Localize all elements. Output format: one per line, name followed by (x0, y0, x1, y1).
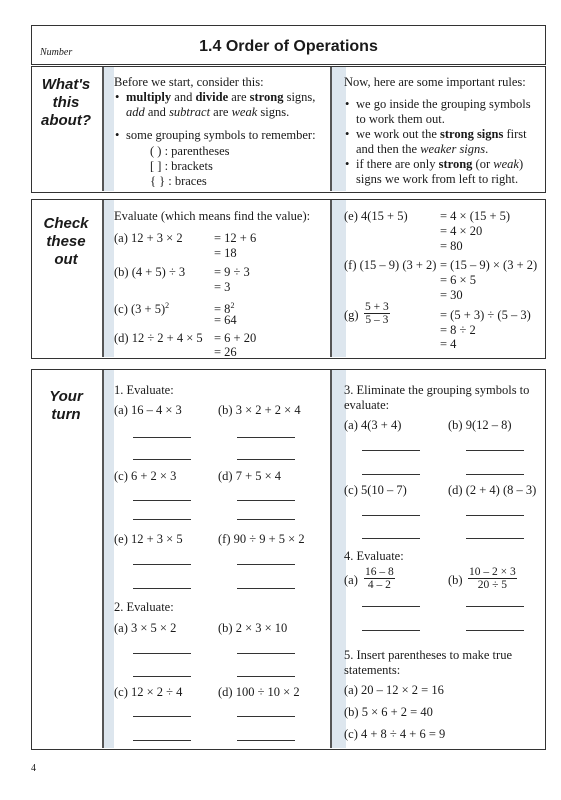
q5c: (c) 4 + 8 ÷ 4 + 6 = 9 (344, 727, 446, 741)
q1b: (b) 3 × 2 + 2 × 4 (218, 403, 301, 417)
answer-line[interactable] (237, 716, 295, 717)
rules-intro: Now, here are some important rules: (344, 75, 526, 89)
grouping-braces: { } : braces (150, 174, 207, 188)
grouping-brackets: [ ] : brackets (150, 159, 213, 173)
about-intro: Before we start, consider this: (114, 75, 264, 89)
answer-line[interactable] (362, 450, 420, 451)
q5a: (a) 20 – 12 × 2 = 16 (344, 683, 444, 697)
header-bar (31, 25, 546, 65)
answer-line[interactable] (362, 606, 420, 607)
q4a-fraction: $\frac{16 - 8}{4 - 2}$ (365, 566, 394, 591)
q2a: (a) 3 × 5 × 2 (114, 621, 177, 635)
answer-line[interactable] (133, 459, 191, 460)
check-section (31, 199, 546, 359)
answer-line[interactable] (133, 716, 191, 717)
answer-line[interactable] (133, 740, 191, 741)
check-c-question: (c) $(3 + 5)^2$ (114, 301, 170, 317)
answer-line[interactable] (466, 538, 524, 539)
rule-3: • if there are only strong (or weak) signs we work from left to right. (344, 157, 523, 187)
section-label-check: Check these out (43, 215, 89, 268)
check-g-step1: = (5 + 3) ÷ (5 – 3) (440, 308, 531, 322)
section-label: Number (40, 47, 73, 58)
check-e-step2: = 4 × 20 (440, 224, 483, 238)
q1d: (d) 7 + 5 × 4 (218, 469, 282, 483)
check-f-step1: = (15 – 9) × (3 + 2) (440, 258, 538, 272)
check-b-question: (b) (4 + 5) ÷ 3 (114, 265, 186, 279)
check-c-step2: = 64 (214, 313, 237, 327)
turn-section (31, 369, 546, 750)
answer-line[interactable] (237, 564, 295, 565)
answer-line[interactable] (133, 500, 191, 501)
q1a: (a) 16 – 4 × 3 (114, 403, 182, 417)
answer-line[interactable] (133, 653, 191, 654)
answer-line[interactable] (237, 588, 295, 589)
answer-line[interactable] (362, 515, 420, 516)
q3a: (a) 4(3 + 4) (344, 418, 402, 432)
check-c-step1: = $8^2$ (214, 301, 235, 317)
answer-line[interactable] (237, 740, 295, 741)
check-intro: Evaluate (which means find the value): (114, 209, 311, 223)
check-g-fraction: $\frac{5 + 3}{5 - 3}$ (365, 301, 389, 326)
check-f-step3: = 30 (440, 288, 463, 302)
answer-line[interactable] (237, 437, 295, 438)
q1f: (f) 90 ÷ 9 + 5 × 2 (218, 532, 305, 546)
check-e-question: (e) 4(15 + 5) (344, 209, 408, 223)
check-b-step2: = 3 (214, 280, 231, 294)
check-g-step2: = 8 ÷ 2 (440, 323, 476, 337)
page-title: 1.4 Order of Operations (199, 38, 378, 55)
q2-heading: 2. Evaluate: (114, 600, 174, 614)
answer-line[interactable] (362, 474, 420, 475)
answer-line[interactable] (362, 538, 420, 539)
check-g-step3: = 4 (440, 337, 457, 351)
check-f-step2: = 6 × 5 (440, 273, 476, 287)
q1-heading: 1. Evaluate: (114, 383, 174, 397)
grouping-parentheses: ( ) : parentheses (150, 144, 230, 158)
q1e: (e) 12 + 3 × 5 (114, 532, 183, 546)
rule-2: • we work out the strong signs first and then the weaker signs. (344, 127, 527, 157)
q3-heading: 3. Eliminate the grouping symbols to (344, 383, 530, 397)
q1c: (c) 6 + 2 × 3 (114, 469, 177, 483)
q2c: (c) 12 × 2 ÷ 4 (114, 685, 183, 699)
q3-heading-cont: evaluate: (344, 398, 390, 412)
check-e-step1: = 4 × (15 + 5) (440, 209, 511, 223)
page-number: 4 (31, 763, 36, 774)
q2b: (b) 2 × 3 × 10 (218, 621, 288, 635)
check-d-step2: = 26 (214, 345, 237, 359)
check-e-step3: = 80 (440, 239, 463, 253)
q2d: (d) 100 ÷ 10 × 2 (218, 685, 300, 699)
section-label-about: What's this about? (41, 76, 91, 129)
q3c: (c) 5(10 – 7) (344, 483, 407, 497)
check-d-step1: = 6 + 20 (214, 331, 257, 345)
answer-line[interactable] (133, 564, 191, 565)
q5b: (b) 5 × 6 + 2 = 40 (344, 705, 433, 719)
answer-line[interactable] (133, 588, 191, 589)
q5-heading-cont: statements: (344, 663, 401, 677)
check-b-step1: = 9 ÷ 3 (214, 265, 250, 279)
answer-line[interactable] (133, 437, 191, 438)
q4b-label: (b) (448, 573, 463, 587)
check-a-question: (a) 12 + 3 × 2 (114, 231, 183, 245)
check-a-step1: = 12 + 6 (214, 231, 257, 245)
about-bullet-2: • some grouping symbols to remember: (114, 128, 316, 143)
about-section (31, 66, 546, 193)
answer-line[interactable] (237, 676, 295, 677)
check-d-question: (d) 12 ÷ 2 + 4 × 5 (114, 331, 203, 345)
answer-line[interactable] (133, 519, 191, 520)
check-g-question: (g) (344, 308, 359, 322)
answer-line[interactable] (466, 450, 524, 451)
answer-line[interactable] (237, 500, 295, 501)
q3b: (b) 9(12 – 8) (448, 418, 512, 432)
check-f-question: (f) (15 – 9) (3 + 2) (344, 258, 437, 272)
answer-line[interactable] (466, 474, 524, 475)
q4a-label: (a) (344, 573, 358, 587)
q4-heading: 4. Evaluate: (344, 549, 404, 563)
answer-line[interactable] (237, 653, 295, 654)
q4b-fraction: $\frac{10 - 2 \times 3}{20 \div 5}$ (469, 566, 516, 591)
answer-line[interactable] (362, 630, 420, 631)
answer-line[interactable] (133, 676, 191, 677)
answer-line[interactable] (237, 459, 295, 460)
about-bullet-1: • multiply and divide are strong signs, add and subtract are weak signs. (114, 90, 315, 120)
q3d: (d) (2 + 4) (8 – 3) (448, 483, 537, 497)
answer-line[interactable] (466, 630, 524, 631)
answer-line[interactable] (237, 519, 295, 520)
q5-heading: 5. Insert parentheses to make true (344, 648, 512, 662)
answer-line[interactable] (466, 606, 524, 607)
rule-1: • we go inside the grouping symbols to work them out. (344, 97, 531, 127)
check-a-step2: = 18 (214, 246, 237, 260)
section-label-turn: Your turn (49, 388, 83, 423)
answer-line[interactable] (466, 515, 524, 516)
